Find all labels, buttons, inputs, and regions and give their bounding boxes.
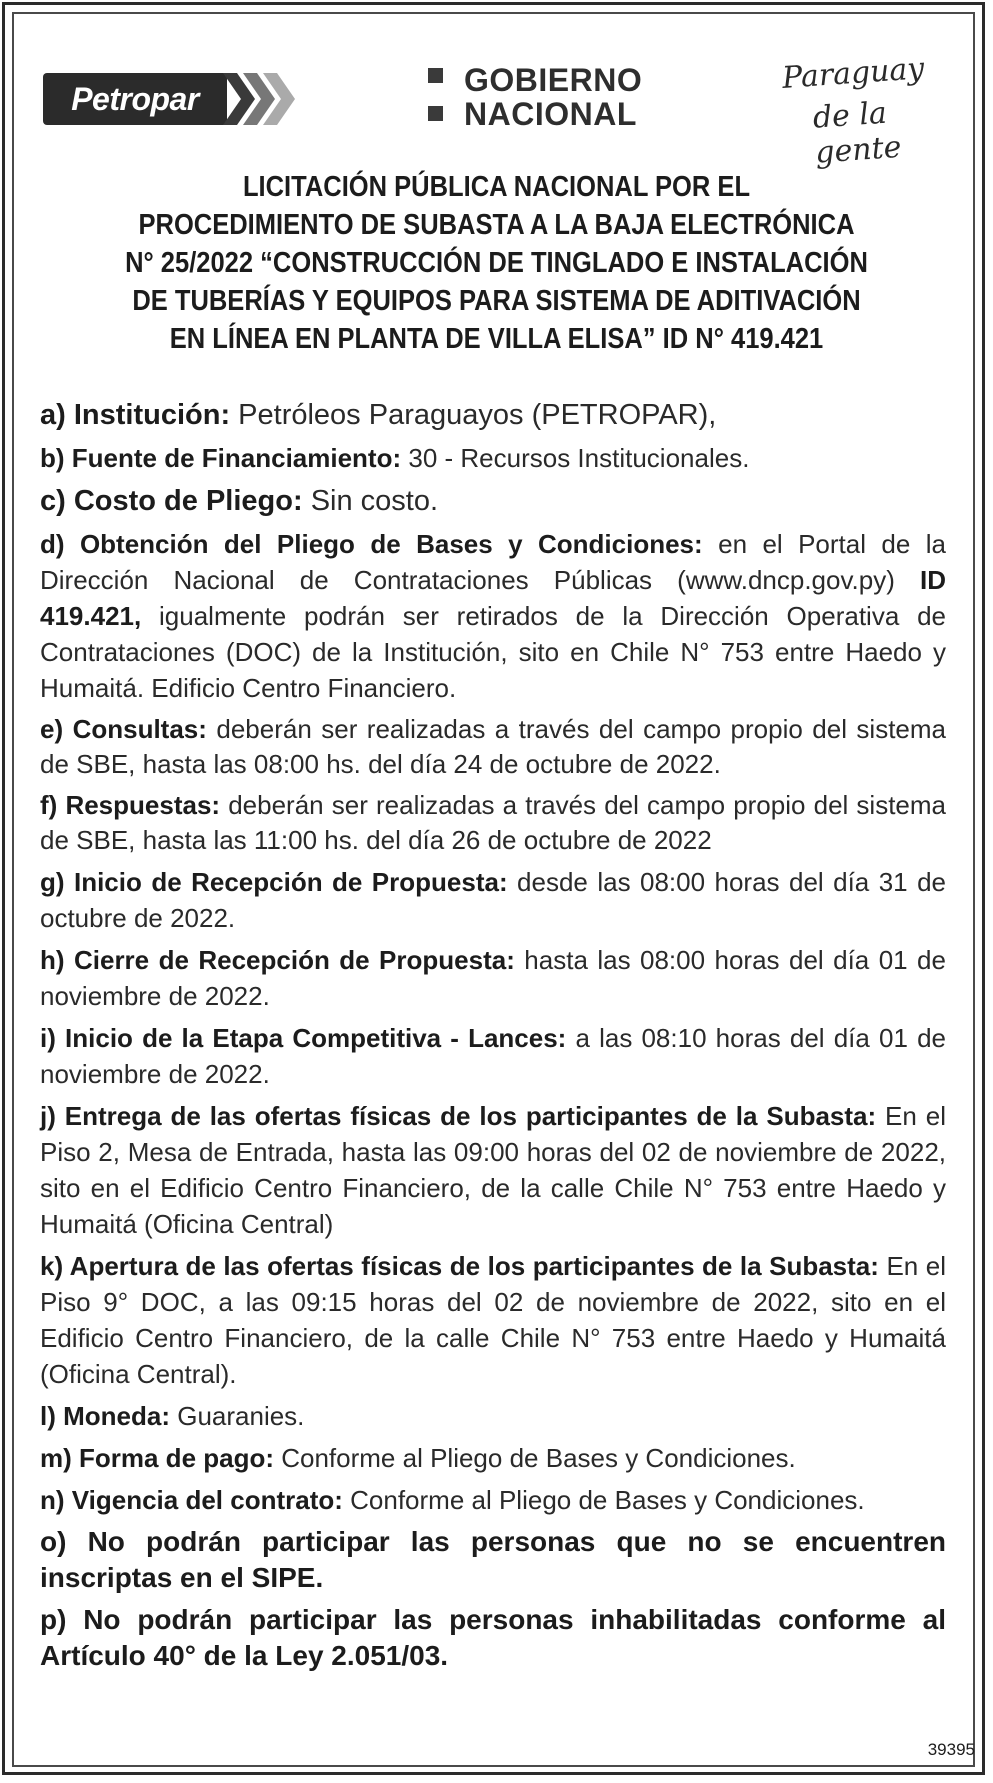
- square-icon: [428, 68, 443, 83]
- petropar-logo: [43, 71, 293, 127]
- item-label: b) Fuente de Financiamiento:: [40, 443, 402, 473]
- notice-title: [40, 168, 953, 358]
- item-label: l) Moneda:: [40, 1401, 170, 1431]
- item-label: d) Obtención del Pliego de Bases y Condiciones:: [40, 529, 703, 559]
- item-restriccion-inhabilitadas: p) No podrán participar las personas inhabilitadas conforme al Artículo 40° de la Ley 2.051/03.: [40, 1604, 946, 1671]
- item-text: En el Piso 2, Mesa de Entrada, hasta las 09:00 horas del 02 de noviembre de 2022, sito en el Edificio Centro Financiero, de la calle Chile N° 753 entre Haedo y Humaitá (Oficina Central): [40, 1101, 946, 1239]
- item-text: deberán ser realizadas a través del campo propio del sistema de SBE, hasta las 08:00 hs. del día 24 de octubre de 2022.: [40, 714, 947, 779]
- petropar-logo-text: Petropar: [43, 73, 227, 125]
- item-apertura-ofertas: [40, 1248, 946, 1392]
- item-text: 30 - Recursos Institucionales.: [401, 443, 750, 473]
- item-label: f) Respuestas:: [40, 790, 221, 820]
- item-restriccion-sipe: o) No podrán participar las personas que no se encuentren inscriptas en el SIPE.: [40, 1526, 946, 1593]
- item-text: en el Portal de la Dirección Nacional de Contrataciones Públicas (www.dncp.gov.py): [40, 529, 947, 595]
- item-id-label: ID 419.421,: [40, 565, 946, 631]
- publication-code: 39395: [927, 1740, 975, 1759]
- square-icon: [428, 106, 443, 121]
- item-obtencion-pliego: [40, 526, 946, 706]
- item-text: desde las 08:00 horas del día 31 de octubre de 2022.: [40, 867, 946, 933]
- title-line: LICITACIÓN PÚBLICA NACIONAL POR EL: [242, 171, 751, 203]
- item-label: c) Costo de Pliego:: [40, 485, 303, 517]
- item-institucion: [40, 396, 946, 434]
- item-vigencia-contrato: [40, 1482, 946, 1518]
- title-line: PROCEDIMIENTO DE SUBASTA A LA BAJA ELECTRÓNICA: [138, 209, 855, 241]
- gobierno-nacional-logo: [428, 64, 658, 130]
- item-respuestas: [40, 788, 946, 858]
- paraguay-de-la-gente-logo: [780, 51, 950, 171]
- gobierno-line2: NACIONAL: [464, 96, 637, 132]
- item-label: n) Vigencia del contrato:: [40, 1485, 343, 1515]
- title-line: EN LÍNEA EN PLANTA DE VILLA ELISA” ID N° 419.421: [169, 323, 824, 355]
- item-cierre-recepcion: [40, 942, 946, 1014]
- item-text: deberán ser realizadas a través del campo propio del sistema de SBE, hasta las 11:00 hs. del día 26 de octubre de 2022: [40, 790, 947, 855]
- item-label: a) Institución:: [40, 399, 231, 431]
- title-line: N° 25/2022 “CONSTRUCCIÓN DE TINGLADO E INSTALACIÓN: [125, 247, 868, 279]
- item-label: k) Apertura de las ofertas físicas de los participantes de la Subasta:: [40, 1251, 879, 1281]
- item-entrega-ofertas: [40, 1098, 946, 1242]
- chevron-arrows-icon: [223, 71, 295, 127]
- title-line: DE TUBERÍAS Y EQUIPOS PARA SISTEMA DE ADITIVACIÓN: [132, 285, 861, 317]
- item-label: g) Inicio de Recepción de Propuesta:: [40, 867, 508, 897]
- gobierno-line1: GOBIERNO: [464, 62, 643, 98]
- paraguay-line2: de la gente: [811, 95, 903, 171]
- item-text: Guaranies.: [170, 1401, 305, 1431]
- item-label: h) Cierre de Recepción de Propuesta:: [40, 945, 515, 975]
- item-text: a las 08:10 horas del día 01 de noviembre de 2022.: [40, 1023, 946, 1089]
- item-costo-pliego: [40, 482, 946, 520]
- paraguay-line1: Paraguay: [780, 51, 926, 96]
- item-fuente-financiamiento: [40, 440, 946, 476]
- item-moneda: [40, 1398, 946, 1434]
- item-text: Conforme al Pliego de Bases y Condiciones.: [274, 1443, 796, 1473]
- item-label: e) Consultas:: [40, 714, 207, 744]
- item-etapa-competitiva: [40, 1020, 946, 1092]
- item-label: m) Forma de pago:: [40, 1443, 275, 1473]
- item-text: Sin costo.: [302, 485, 439, 517]
- item-text: igualmente podrán ser retirados de la Dirección Operativa de Contrataciones (DOC) de la Institución, sito en Chile N° 753 entre Haedo y Humaitá. Edificio Centro Financiero.: [40, 601, 946, 703]
- item-text: En el Piso 9° DOC, a las 09:15 horas del 02 de noviembre de 2022, sito en el Edificio Centro Financiero, de la calle Chile N° 753 entre Haedo y Humaitá (Oficina Central).: [40, 1251, 946, 1389]
- item-label: j) Entrega de las ofertas físicas de los participantes de la Subasta:: [40, 1101, 877, 1131]
- item-forma-pago: [40, 1440, 946, 1476]
- notice-items: [40, 396, 946, 1680]
- item-inicio-recepcion: [40, 864, 946, 936]
- item-text: Petróleos Paraguayos (PETROPAR),: [230, 399, 717, 431]
- item-label: i) Inicio de la Etapa Competitiva - Lances:: [40, 1023, 567, 1053]
- item-text: hasta las 08:00 horas del día 01 de noviembre de 2022.: [40, 945, 946, 1011]
- item-consultas: [40, 712, 946, 782]
- item-text: Conforme al Pliego de Bases y Condiciones.: [342, 1485, 865, 1515]
